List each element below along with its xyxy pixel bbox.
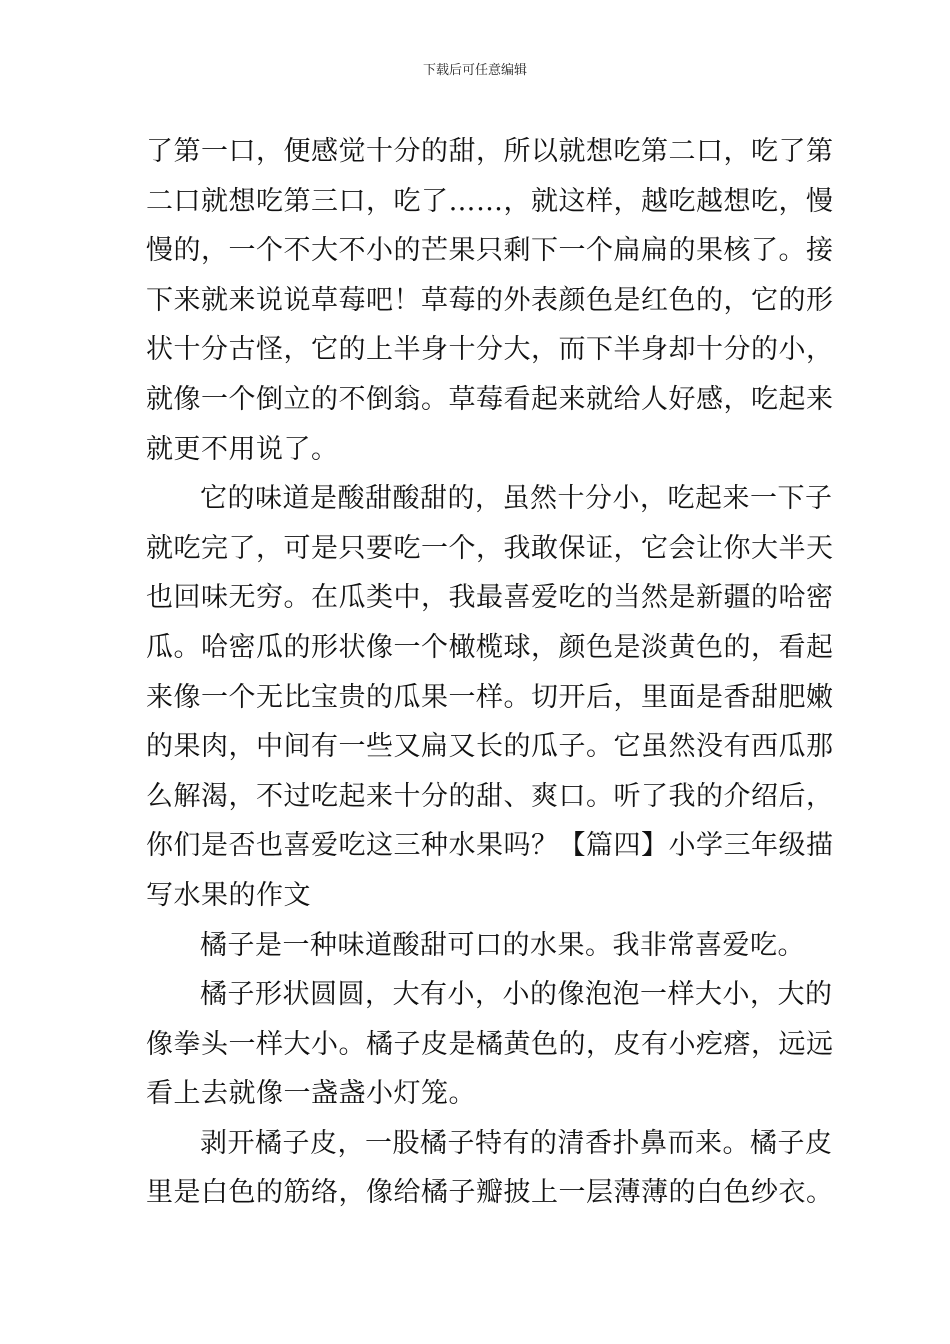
text-line: 就吃完了，可是只要吃一个，我敢保证，它会让你大半天 xyxy=(146,532,834,564)
text-line: 么解渴，不过吃起来十分的甜、爽口。听了我的介绍后， xyxy=(146,780,834,812)
text-line: 橘子形状圆圆，大有小，小的像泡泡一样大小，大的 xyxy=(200,979,833,1011)
text-line: 了第一口，便感觉十分的甜，所以就想吃第二口，吃了第 xyxy=(146,136,834,167)
document-body xyxy=(146,127,834,1218)
text-line: 你们是否也喜爱吃这三种水果吗？【篇四】小学三年级描 xyxy=(146,830,834,862)
text-line: 里是白色的筋络，像给橘子瓣披上一层薄薄的白色纱衣。 xyxy=(146,1177,834,1209)
text-line: 慢的，一个不大不小的芒果只剩下一个扁扁的果核了。接 xyxy=(146,235,834,267)
text-line: 来像一个无比宝贵的瓜果一样。切开后，里面是香甜肥嫩 xyxy=(146,681,834,713)
text-line: 下来就来说说草莓吧！草莓的外表颜色是红色的，它的形 xyxy=(146,284,834,316)
text-line: 二口就想吃第三口，吃了……，就这样，越吃越想吃，慢 xyxy=(146,185,834,217)
text-line: 就更不用说了。 xyxy=(146,433,339,465)
page-header: 下载后可任意编辑 xyxy=(422,63,527,78)
text-line: 剥开橘子皮，一股橘子特有的清香扑鼻而来。橘子皮 xyxy=(200,1127,833,1159)
text-line: 状十分古怪，它的上半身十分大，而下半身却十分的小， xyxy=(146,334,834,366)
text-line: 橘子是一种味道酸甜可口的水果。我非常喜爱吃。 xyxy=(200,929,805,961)
text-line: 像拳头一样大小。橘子皮是橘黄色的，皮有小疙瘩，远远 xyxy=(146,1028,834,1060)
text-line: 的果肉，中间有一些又扁又长的瓜子。它虽然没有西瓜那 xyxy=(146,731,834,763)
text-line: 看上去就像一盏盏小灯笼。 xyxy=(146,1078,476,1110)
text-line: 写水果的作文 xyxy=(146,879,311,911)
text-line: 它的味道是酸甜酸甜的，虽然十分小，吃起来一下子 xyxy=(200,483,833,515)
text-line: 瓜。哈密瓜的形状像一个橄榄球，颜色是淡黄色的，看起 xyxy=(146,631,834,663)
text-line: 就像一个倒立的不倒翁。草莓看起来就给人好感，吃起来 xyxy=(146,383,834,415)
text-line: 也回味无穷。在瓜类中，我最喜爱吃的当然是新疆的哈密 xyxy=(146,582,834,614)
